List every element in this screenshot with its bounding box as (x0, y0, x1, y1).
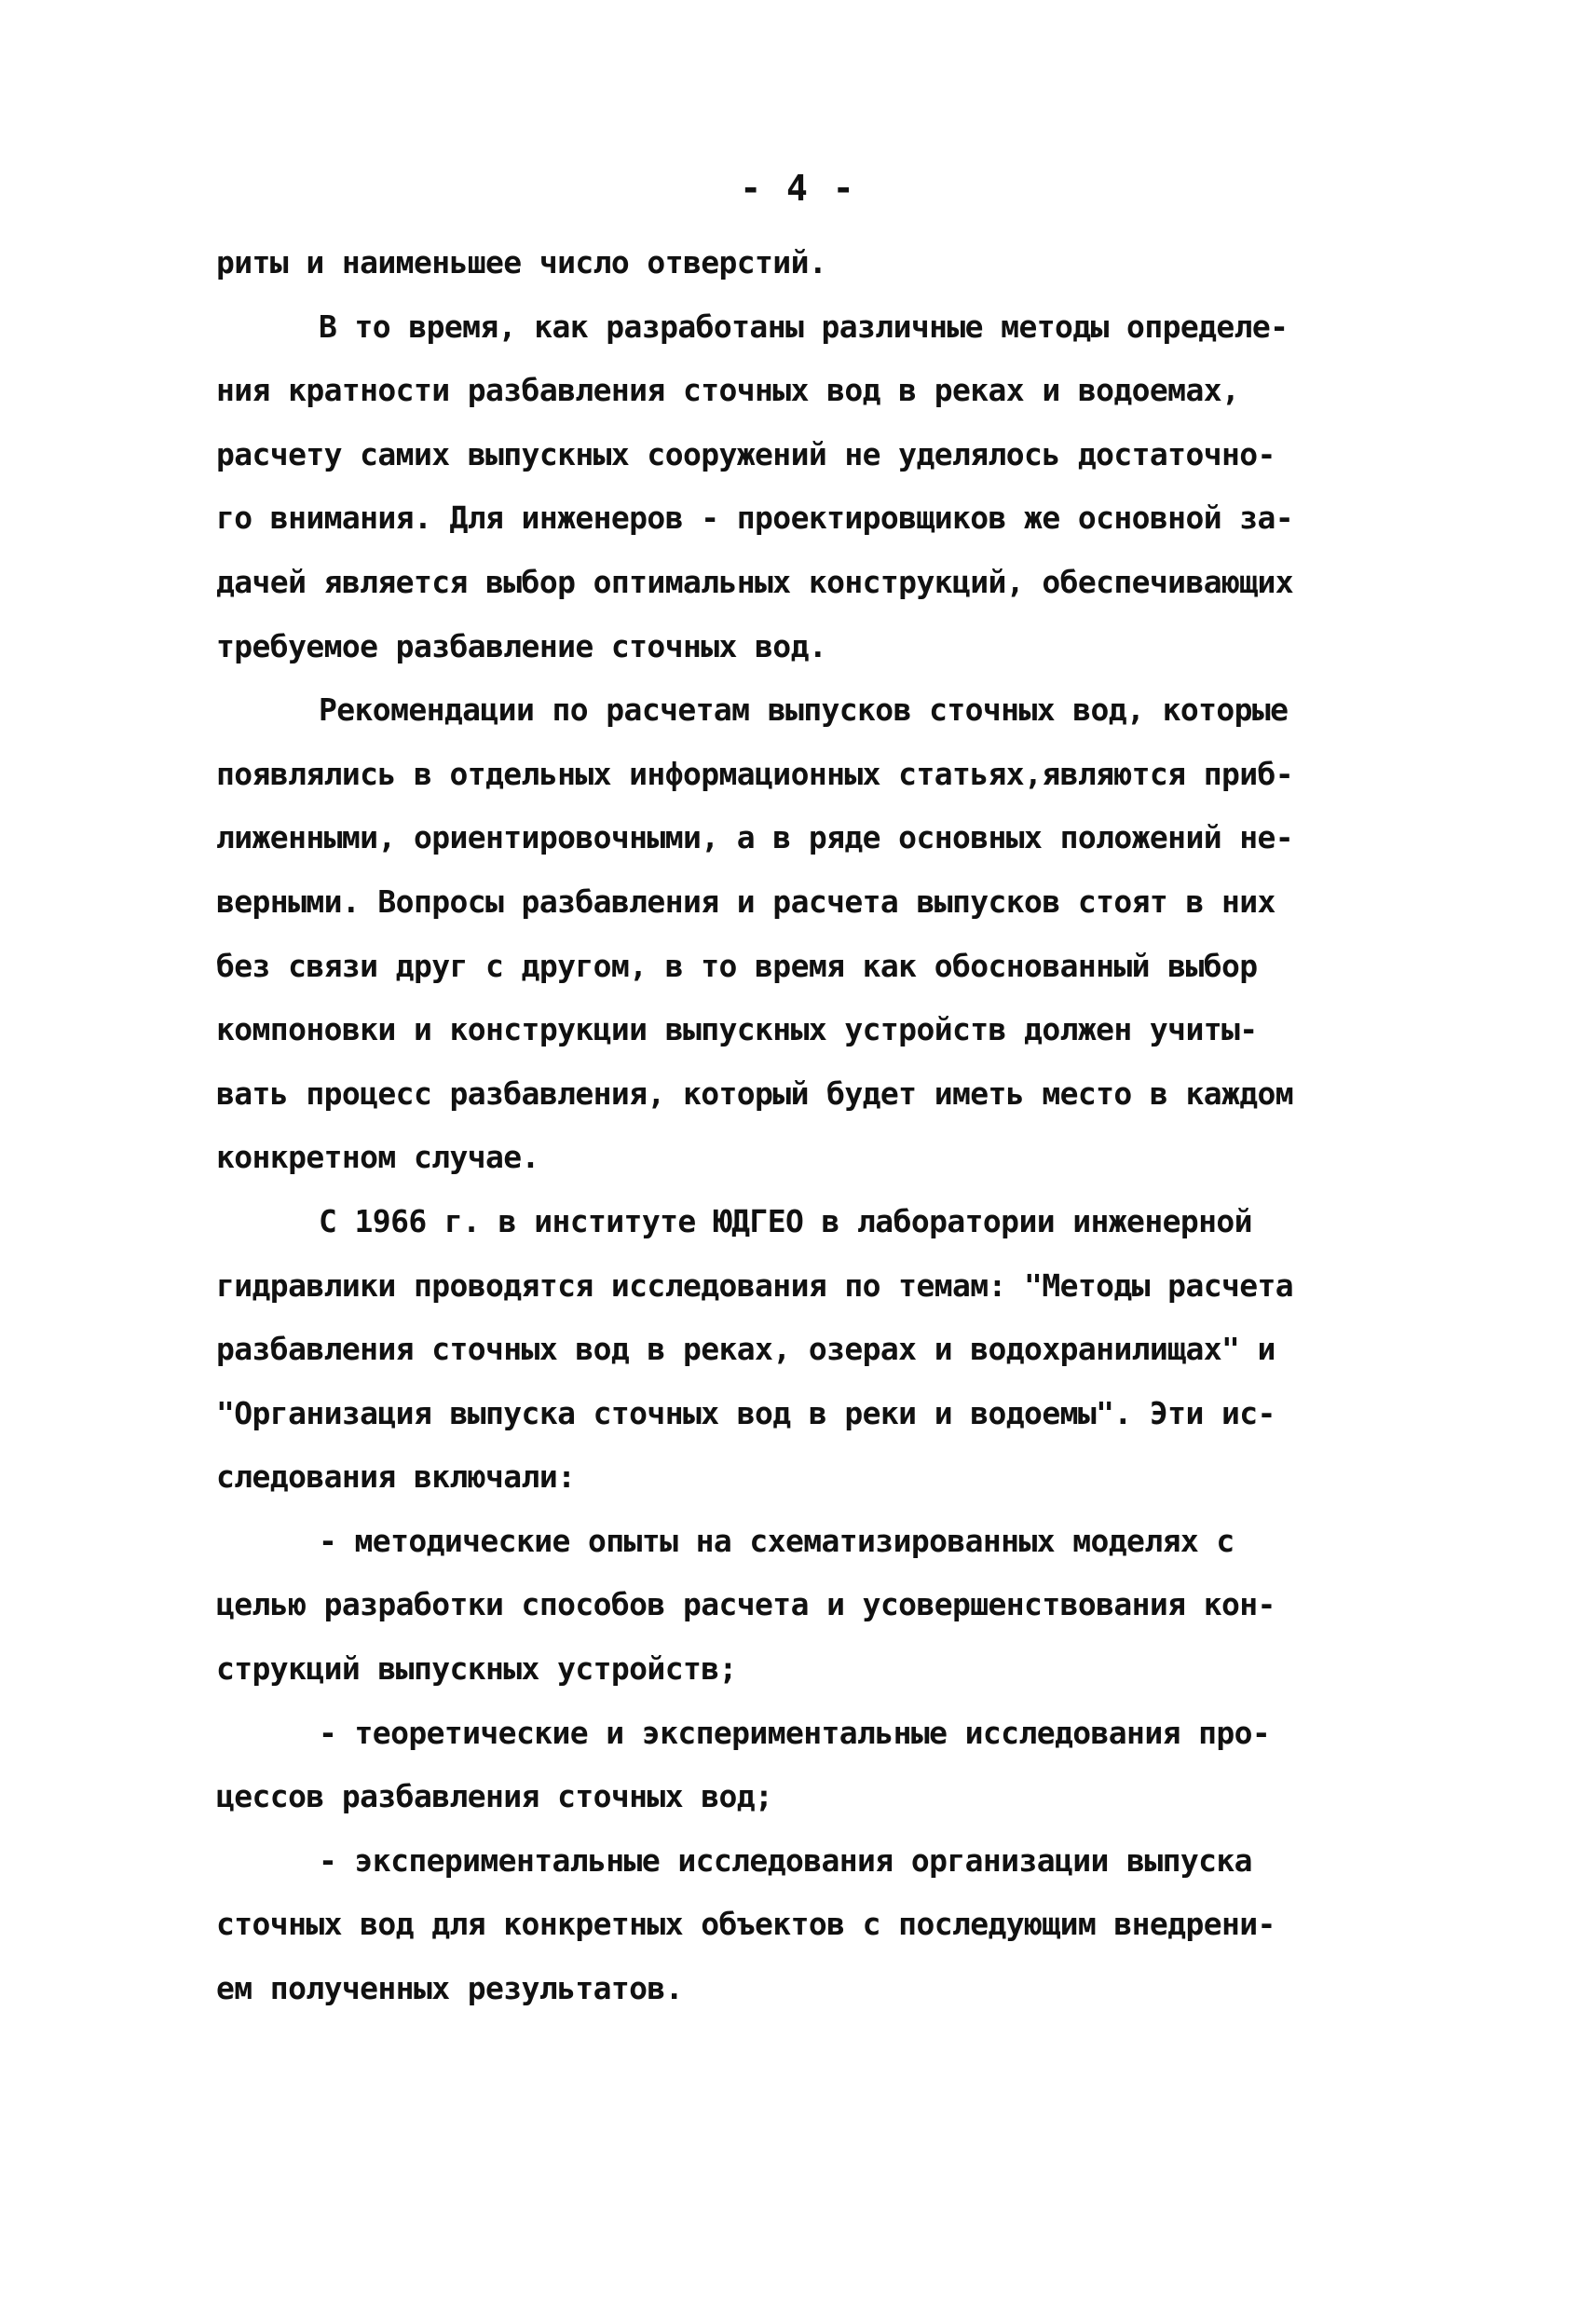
text-line: цессов разбавления сточных вод; (216, 1778, 773, 1815)
text-line: гидравлики проводятся исследования по темам: "Методы расчета (216, 1266, 1294, 1304)
text-line: без связи друг с другом, в то время как обоснованный выбор (216, 947, 1258, 984)
body-text (216, 231, 1409, 2021)
text-line: расчету самих выпускных сооружений не уделялось достаточно- (216, 435, 1275, 472)
page-number: - 4 - (740, 168, 856, 209)
text-line: "Организация выпуска сточных вод в реки и водоемы". Эти ис- (216, 1394, 1275, 1431)
text-line: следования включали: (216, 1458, 576, 1496)
text-line: разбавления сточных вод в реках, озерах и водохранилищах" и (216, 1331, 1275, 1368)
text-line: появлялись в отдельных информационных статьях,являются приб- (216, 755, 1294, 792)
text-line: требуемое разбавление сточных вод. (216, 627, 827, 664)
text-line: ем полученных результатов. (216, 1970, 683, 2007)
text-line: вать процесс разбавления, который будет иметь место в каждом (216, 1074, 1294, 1112)
text-line: целью разработки способов расчета и усовершенствования кон- (216, 1586, 1275, 1623)
text-line: - экспериментальные исследования организации выпуска (319, 1841, 1252, 1879)
text-line: ния кратности разбавления сточных вод в реках и водоемах, (216, 372, 1240, 409)
text-line: Рекомендации по расчетам выпусков сточных вод, которые (319, 691, 1289, 729)
text-line: риты и наименьшее число отверстий. (216, 244, 827, 280)
text-line: конкретном случае. (216, 1139, 539, 1176)
text-line: С 1966 г. в институте ЮДГЕО в лаборатории инженерной (319, 1202, 1252, 1239)
text-line: В то время, как разработаны различные методы определе- (319, 308, 1289, 345)
text-line: го внимания. Для инженеров - проектировщиков же основной за- (216, 499, 1294, 537)
text-line: струкций выпускных устройств; (216, 1650, 737, 1688)
text-line: - методические опыты на схематизированных моделях с (319, 1522, 1235, 1559)
text-line: - теоретические и экспериментальные исследования про- (319, 1714, 1271, 1751)
text-line: лиженными, ориентировочными, а в ряде основных положений не- (216, 819, 1294, 856)
text-line: верными. Вопросы разбавления и расчета выпусков стоят в них (216, 882, 1275, 920)
text-line: сточных вод для конкретных объектов с последующим внедрени- (216, 1906, 1275, 1943)
text-line: дачей является выбор оптимальных конструкций, обеспечивающих (216, 563, 1294, 600)
text-line: компоновки и конструкции выпускных устройств должен учиты- (216, 1011, 1258, 1048)
